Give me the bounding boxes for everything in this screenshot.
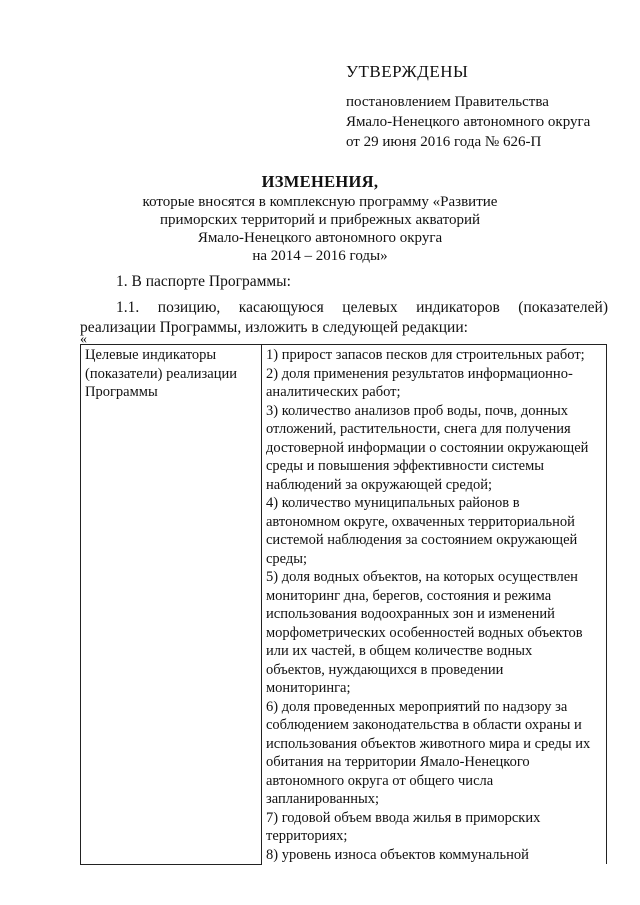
list-item: использования водоохранных зон и изменений: [266, 606, 555, 622]
list-item: аналитических работ;: [266, 384, 401, 400]
list-item: соблюдением законодательства в области охраны и: [266, 717, 582, 733]
list-item: автономного округа от общего числа: [266, 772, 494, 789]
list-item: 2) доля применения результатов информационно-: [266, 365, 573, 382]
list-item: использования объектов животного мира и среды их: [266, 735, 591, 752]
list-item: запланированных;: [266, 791, 380, 807]
section-paragraph-1-1: 1.1. позицию, касающуюся целевых индикаторов (показателей) реализации Программы, изложить в следующей редакции:: [80, 299, 608, 336]
indicator-list-cell: [262, 345, 607, 865]
list-item: или их частей, в общем количестве водных: [266, 643, 533, 659]
list-item: обитания на территории Ямало-Ненецкого: [266, 754, 530, 770]
list-item: 3) количество анализов проб воды, почв, донных: [266, 402, 569, 419]
list-item: среды;: [266, 550, 308, 567]
list-item: автономном округе, охваченных территориальной: [266, 513, 575, 530]
approval-stamp-title: УТВЕРЖДЕНЫ: [346, 62, 469, 81]
list-item: среды и повышения эффективности системы: [266, 458, 544, 474]
list-item: 1) прирост запасов песков для строительных работ;: [266, 347, 585, 363]
list-item: морфометрических особенностей водных объектов: [266, 624, 583, 641]
indicators-table: [80, 344, 607, 865]
list-item: территориях;: [266, 828, 348, 844]
document-title: ИЗМЕНЕНИЯ,: [261, 172, 379, 191]
list-item: мониторинг дна, берегов, состояния и режима: [266, 587, 552, 604]
resolution-line: от 29 июня 2016 года № 626-П: [346, 134, 542, 150]
list-item: 4) количество муниципальных районов в: [266, 495, 520, 511]
subtitle-line: которые вносятся в комплексную программу «Развитие: [142, 194, 498, 210]
subtitle-line: приморских территорий и прибрежных акваторий: [159, 212, 481, 228]
indicator-label-cell: [81, 345, 262, 865]
opening-quote-mark: «: [80, 332, 87, 347]
list-item: отложений, растительности, снега для получения: [266, 421, 571, 437]
list-item: 6) доля проведенных мероприятий по надзору за: [266, 698, 568, 715]
list-item: мониторинга;: [266, 680, 351, 696]
subtitle-line: на 2014 – 2016 годы»: [252, 248, 388, 264]
list-item: достоверной информации о состоянии окружающей: [266, 439, 589, 456]
list-item: объектов, нуждающихся в проведении: [266, 661, 504, 678]
list-item: 8) уровень износа объектов коммунальной: [266, 846, 529, 863]
subtitle-line: Ямало-Ненецкого автономного округа: [197, 230, 443, 246]
list-item: системой наблюдения за состоянием окружающей: [266, 532, 578, 548]
label-line: Целевые индикаторы: [85, 347, 217, 363]
list-item: наблюдений за окружающей средой;: [266, 476, 493, 493]
label-line: (показатели) реализации: [85, 365, 237, 382]
list-item: 7) годовой объем ввода жилья в приморских: [266, 809, 541, 826]
document-subtitle: [0, 193, 640, 265]
table-row: [81, 345, 607, 865]
section-paragraph-1: 1. В паспорте Программы:: [116, 273, 291, 290]
resolution-line: постановлением Правительства: [346, 94, 549, 110]
list-item: 5) доля водных объектов, на которых осуществлен: [266, 569, 578, 585]
resolution-line: Ямало-Ненецкого автономного округа: [346, 114, 591, 130]
resolution-reference: [346, 92, 590, 152]
label-line: Программы: [85, 384, 158, 400]
